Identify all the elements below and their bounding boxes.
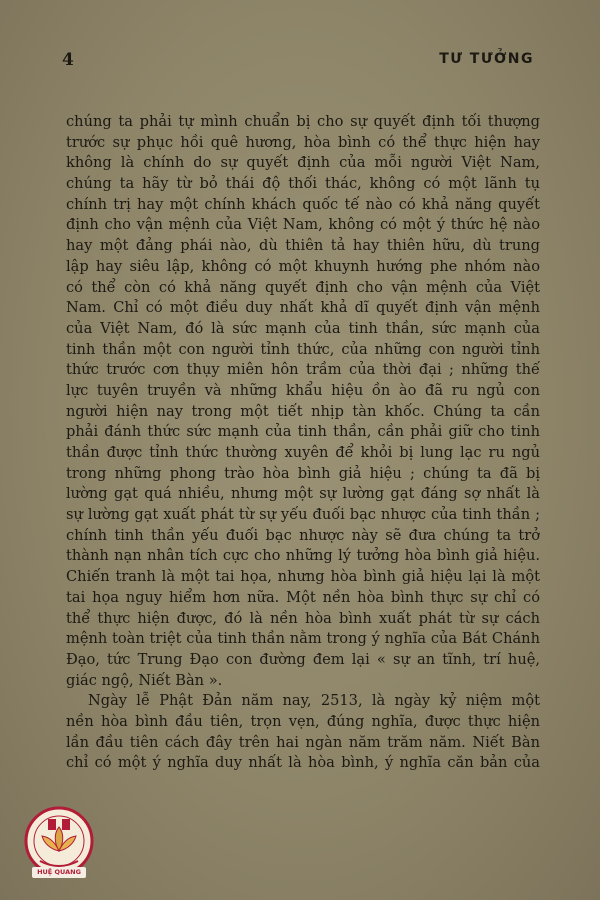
text-line: tinh thần một con người tỉnh thức, của những con người tỉnh xyxy=(66,340,540,358)
text-line: Đạo, tức Trung Đạo con đường đem lại « sự an tĩnh, trí huệ, xyxy=(66,650,540,668)
text-line: chúng ta phải tự mình chuẩn bị cho sự quyết định tối thượng xyxy=(66,113,540,130)
text-line: nền hòa bình đầu tiên, trọn vẹn, đúng nghĩa, được thực hiện xyxy=(66,712,540,730)
text-line: lần đầu tiên cách đây trên hai ngàn năm trăm năm. Niết Bàn xyxy=(66,733,540,751)
text-line: thành nạn nhân tích cực cho những lý tưởng hòa bình giả hiệu. xyxy=(66,547,540,565)
text-line: mệnh toàn triệt của tinh thần nằm trong ý nghĩa của Bát Chánh xyxy=(66,630,540,648)
text-line: chỉ có một ý nghĩa duy nhất là hòa bình, ý nghĩa căn bản của xyxy=(66,754,540,772)
library-seal xyxy=(22,805,96,885)
text-line: trước sự phục hồi quê hương, hòa bình có thể thực hiện hay xyxy=(66,133,540,151)
text-line: định cho vận mệnh của Việt Nam, không có một ý thức hệ nào xyxy=(66,216,540,234)
text-line: thức trước cơn thụy miên hôn trầm của thời đại ; những thế xyxy=(66,361,540,379)
seal-label: HUỆ QUANG xyxy=(32,867,86,878)
text-line: trong những phong trào hòa bình giả hiệu ; chúng ta đã bị xyxy=(66,464,540,482)
text-line: chính trị hay một chính khách quốc tế nào có khả năng quyết xyxy=(66,195,540,213)
running-header: TƯ TƯỞNG xyxy=(439,51,534,67)
text-line: Nam. Chỉ có một điều duy nhất khả dĩ quyết định vận mệnh xyxy=(66,299,540,317)
page-number: 4 xyxy=(62,50,74,70)
text-line: giác ngộ, Niết Bàn ». xyxy=(66,671,223,689)
text-line: hay một đảng phái nào, dù thiên tả hay thiên hữu, dù trung xyxy=(66,237,540,255)
body-text xyxy=(66,112,540,774)
text-line: sự lường gạt xuất phát từ sự yếu đuối bạc nhược của tinh thần ; xyxy=(66,506,540,524)
text-line: không là chính do sự quyết định của mỗi người Việt Nam, xyxy=(66,154,540,172)
text-line: chính tinh thần yếu đuối bạc nhược này sẽ đưa chúng ta trở xyxy=(66,526,540,544)
text-line: Ngày lễ Phật Đản năm nay, 2513, là ngày kỷ niệm một xyxy=(88,692,540,710)
text-line: chúng ta hãy từ bỏ thái độ thối thác, không có một lãnh tụ xyxy=(66,175,540,193)
text-line: lực tuyên truyền và những khẩu hiệu ồn ào đã ru ngủ con xyxy=(66,381,540,399)
text-line: Chiến tranh là một tai họa, nhưng hòa bình giả hiệu lại là một xyxy=(66,568,540,586)
text-line: thần được tỉnh thức thường xuyên để khỏi bị lung lạc ru ngủ xyxy=(66,444,540,461)
text-line: lập hay siêu lập, không có một khuynh hướng phe nhóm nào xyxy=(66,257,540,275)
text-line: người hiện nay trong một tiết nhịp tàn khốc. Chúng ta cần xyxy=(66,402,540,420)
text-line: thể thực hiện được, đó là nền hòa bình xuất phát từ sự cách xyxy=(66,609,540,627)
text-line: lường gạt quá nhiều, nhưng một sự lường gạt đáng sợ nhất là xyxy=(66,485,540,503)
text-line: phải đánh thức sức mạnh của tinh thần, cần phải giữ cho tinh xyxy=(66,423,540,441)
text-line: của Việt Nam, đó là sức mạnh của tinh thần, sức mạnh của xyxy=(66,319,540,337)
text-line: tai họa nguy hiểm hơn nữa. Một nền hòa bình thực sự chỉ có xyxy=(66,588,540,606)
text-line: có thể còn có khả năng quyết định cho vận mệnh của Việt xyxy=(66,278,540,296)
